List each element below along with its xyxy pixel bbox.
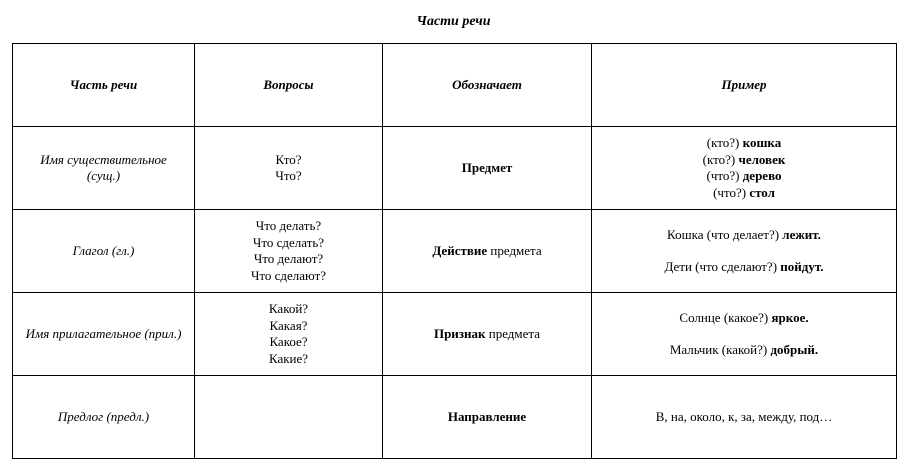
meaning-cell-noun	[383, 127, 592, 210]
example-spacer	[598, 243, 890, 259]
question: Что делают?	[253, 251, 324, 266]
question: Какой?	[268, 301, 309, 316]
table-row-noun	[13, 127, 897, 210]
example-line	[598, 227, 890, 244]
example-plain: Дети (что сделают?)	[664, 259, 781, 274]
question: Какая?	[269, 317, 308, 333]
table-row-adjective	[13, 293, 897, 376]
example-line	[598, 168, 890, 185]
meaning-bold: Признак	[433, 325, 486, 341]
questions-cell-adjective	[195, 293, 383, 376]
meaning-rest: предмета	[485, 325, 541, 341]
part-name: Предлог (предл.)	[57, 408, 150, 424]
meaning-bold: Предмет	[461, 159, 513, 175]
example-cell-verb	[592, 210, 897, 293]
question: Кто?	[275, 151, 302, 167]
table-row-preposition	[13, 376, 897, 459]
example-plain: Солнце (какое?)	[679, 309, 772, 325]
meaning-cell-adjective	[383, 293, 592, 376]
part-cell-noun	[13, 127, 195, 210]
part-abbr: (сущ.)	[86, 168, 121, 183]
meaning-cell-preposition	[383, 376, 592, 459]
example-line	[598, 152, 890, 169]
example-line	[598, 135, 890, 152]
question: Что?	[275, 168, 302, 183]
example-bold: пойдут.	[780, 259, 824, 274]
example-text: В, на, около, к, за, между, под…	[655, 408, 833, 424]
table-row-verb	[13, 210, 897, 293]
question: Что сделают?	[250, 267, 327, 283]
example-plain: (что?)	[706, 168, 743, 183]
parts-of-speech-table	[12, 43, 897, 459]
example-line	[598, 259, 890, 276]
part-cell-preposition	[13, 376, 195, 459]
example-plain: Мальчик (какой?)	[669, 342, 771, 357]
questions-cell-preposition	[195, 376, 383, 459]
example-plain: (кто?)	[706, 135, 743, 150]
question: Что делать?	[255, 218, 322, 233]
example-bold: человек	[738, 151, 786, 167]
example-bold: яркое.	[771, 309, 809, 325]
part-name: Имя прилагательное (прил.)	[25, 325, 182, 341]
table-header-row	[13, 44, 897, 127]
example-line	[598, 310, 890, 327]
example-plain: Кошка (что делает?)	[667, 226, 783, 242]
example-bold: стол	[749, 184, 775, 200]
example-bold: лежит.	[782, 226, 821, 242]
example-plain: (что?)	[713, 184, 750, 200]
header-meaning: Обозначает	[383, 44, 592, 127]
header-part: Часть речи	[13, 44, 195, 127]
example-plain: (кто?)	[702, 151, 739, 167]
question: Что сделать?	[252, 234, 325, 250]
question: Какие?	[268, 350, 309, 366]
example-cell-preposition	[592, 376, 897, 459]
example-bold: добрый.	[770, 342, 819, 357]
example-line	[598, 342, 890, 359]
part-cell-verb	[13, 210, 195, 293]
questions-cell-noun	[195, 127, 383, 210]
page-title: Части речи	[416, 14, 491, 29]
header-questions: Вопросы	[195, 44, 383, 127]
meaning-bold: Действие	[432, 242, 488, 258]
example-line	[598, 185, 890, 202]
question: Какое?	[269, 334, 308, 349]
example-cell-noun	[592, 127, 897, 210]
part-cell-adjective	[13, 293, 195, 376]
example-spacer	[598, 326, 890, 342]
meaning-cell-verb	[383, 210, 592, 293]
example-bold: кошка	[742, 135, 782, 150]
part-name: Имя существительное	[40, 151, 167, 167]
part-name: Глагол (гл.)	[72, 242, 135, 258]
example-cell-adjective	[592, 293, 897, 376]
meaning-bold: Направление	[447, 408, 527, 424]
questions-cell-verb	[195, 210, 383, 293]
example-bold: дерево	[742, 168, 782, 183]
meaning-rest: предмета	[487, 242, 542, 258]
header-example: Пример	[592, 44, 897, 127]
